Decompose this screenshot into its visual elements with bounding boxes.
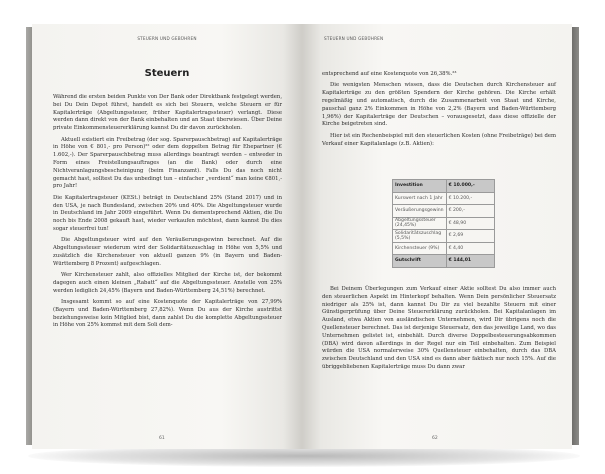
- right-page: [302, 24, 572, 449]
- paragraph: Während die ersten beiden Punkte von Der Bank oder Direktbank festgelegt werden, bei Du Dein Depot führst, handelt es sich bei Steuern, welche Steuern er für Kapitalerträge (Abgeltungssteuer, früher Kapitalertragssteuer) verlangt. Diese werden dann direkt von der Bank einbehalten und an Staat überwiesen. Über Deine private Einkommensteuererklärung kannst Du dir davon zurückholen.: [53, 94, 283, 132]
- paragraph: Hier ist ein Rechenbeispiel mit den steuerlichen Kosten (ohne Freibeträge) bei dem Verkauf einer Kapitalanlage (z.B. Aktien):: [322, 132, 556, 147]
- table-cell-label: Veräußerungsgewinn: [393, 205, 447, 218]
- left-body-text: [53, 94, 282, 334]
- right-page-number: 62: [432, 436, 438, 441]
- paragraph: Wer Kirchensteuer zahlt, also offizielles Mitglied der Kirche ist, der bekommt dagegen auch einen kleinen „Rabatt“ auf die Abgeltungssteuer. Anstelle von 25% werden lediglich 24,45% (Bayern und Baden-Württemberg 24,51%) berechnet.: [53, 272, 282, 294]
- table-cell-label: Abgeltungssteuer (24,45%): [393, 217, 447, 230]
- table-cell-label: Kurswert nach 1 Jahr: [393, 192, 447, 205]
- left-page-number: 61: [159, 436, 165, 441]
- table-row: [393, 242, 495, 255]
- table-cell-value: € 200,-: [446, 205, 494, 218]
- table-total-row: [393, 255, 495, 268]
- paragraph: entsprechend auf eine Kostenquote von 26,38%.²³: [322, 71, 457, 77]
- table-row: [393, 217, 495, 230]
- table-header-label: Investition: [393, 180, 447, 193]
- table-total-value: € 144,01: [446, 255, 494, 268]
- table-header-row: [393, 180, 495, 193]
- table-row: [393, 205, 495, 218]
- table-cell-value: € 48,90: [446, 217, 494, 230]
- left-page: [32, 24, 302, 449]
- chapter-title: Steuern: [144, 68, 190, 79]
- paragraph: Insgesamt kommt so auf eine Kostenquote der Kapitalerträge von 27,99% (Bayern und Baden-Württemberg 27,82%). Wenn Du aus der Kirche austrittst beziehungsweise kein Mitglied bist, dann zahlst Du die komplette Abgeltungssteuer in Höhe von 25% kommst mit dem Soli dem-: [53, 299, 282, 329]
- table-row: [393, 230, 495, 243]
- right-running-head: STEUERN UND GEBÜHREN: [324, 36, 384, 41]
- table-row: [393, 192, 495, 205]
- right-body-text-top: [322, 71, 556, 152]
- left-running-head: STEUERN UND GEBÜHREN: [137, 36, 197, 41]
- table-header-value: € 10.000,-: [446, 180, 494, 193]
- table-cell-label: Solidaritätszuschlag (5,5%): [393, 230, 447, 243]
- right-body-text-bottom: [322, 286, 556, 375]
- tax-example-table: [392, 179, 495, 268]
- table-cell-value: € 4,40: [446, 242, 494, 255]
- paragraph: Die Abgeltungsteuer wird auf den Veräußerungsgewinn berechnet. Auf die Abgeltungssteuer wiederum wird der Solidaritätszuschlag in Höhe von 5,5% und zusätzlich die Kirchensteuer von aktuell ganzen 9% (in Bayern und Baden-Württemberg 8 Prozent) aufgeschlagen.: [53, 237, 282, 267]
- paragraph: Aktuell existiert ein Freibetrag (der sog. Sparerpauschbetrag) auf Kapitalerträge in Höhe von € 801,- pro Person)²² oder dem doppelten Betrag für Ehepartner (€ 1.602,-). Der Sparerpauschbetrag muss allerdings beantragt werden – entweder in Form eines Freistellungsauftrages (an die Bank) oder durch eine Nichtveranlagungsbescheinigung (beim Finanzamt). Falls Du das noch nicht gemacht hast, solltest Du das unbedingt tun – einfacher „verdient“ man keine €801,- pro Jahr!: [53, 136, 282, 190]
- right-page-edges: [572, 27, 579, 445]
- paragraph: Die Kapitalertragsteuer (KESt.) beträgt in Deutschland 25% (Stand 2017) und in den USA, je nach Bundesland, zwischen 20% und 40%. Die Abgeltungsteuer wurde in Deutschland im Jahr 2009 eingeführt. Wenn Du dementsprechend Aktien, die Du noch bis Ende 2008 gekauft hast, wieder verkaufen möchtest, dann kannst Du dies sogar steuerfrei tun!: [53, 194, 282, 232]
- table-cell-value: € 10.200,-: [446, 192, 494, 205]
- table-cell-value: € 2,69: [446, 230, 494, 243]
- paragraph: Bei Deinem Überlegungen zum Verkauf einer Aktie solltest Du also immer auch den steuerlichen Aspekt im Hinterkopf behalten. Wenn Dein persönlicher Steuersatz niedriger als 25% ist, dann kannst Du Dir zu viel bezahlte Steuern mit einer Günstigerprüfung über Deine Steuererklärung zurückholen. Bei Kapitalanlagen im Ausland, etwa Aktien von ausländischen Unternehmen, wird Dir übrigens noch die Quellensteuer berechnet. Das ist derjenige Steuersatz, den das jeweilige Land, wo das Unternehmen gelistet ist, einbehält. Durch diverse Doppelbesteuerungsabkommen (DBA) wird davon allerdings in der Regel nur ein Teil einbehalten. Zum Beispiel würden die USA normalerweise 30% Quellensteuer einbehalten, durch das DBA zwischen Deutschland und den USA sind es dann aber faktisch nur noch 15%. Auf die übriggebliebenen Kapitalerträge muss Du dann zwar: [322, 286, 556, 370]
- table-cell-label: Kirchensteuer (9%): [393, 242, 447, 255]
- paragraph: Die wenigsten Menschen wissen, dass die Deutschen durch Kirchensteuer auf Kapitalerträge zu den größten Spendern der Kirche gehören. Die Kirche erhält regelmäßig und automatisch, durch die Zusammenarbeit von Staat und Kirche, pauschal ganz 2% Einkommen in Höhe von 2,2% (Bayern und Baden-Württemberg 1,96%) der Kapitalerträge der Deutschen – vorausgesetzt, dass diese offizielle der Kirche beigetreten sind.: [322, 82, 556, 128]
- table-total-label: Gutschrift: [393, 255, 447, 268]
